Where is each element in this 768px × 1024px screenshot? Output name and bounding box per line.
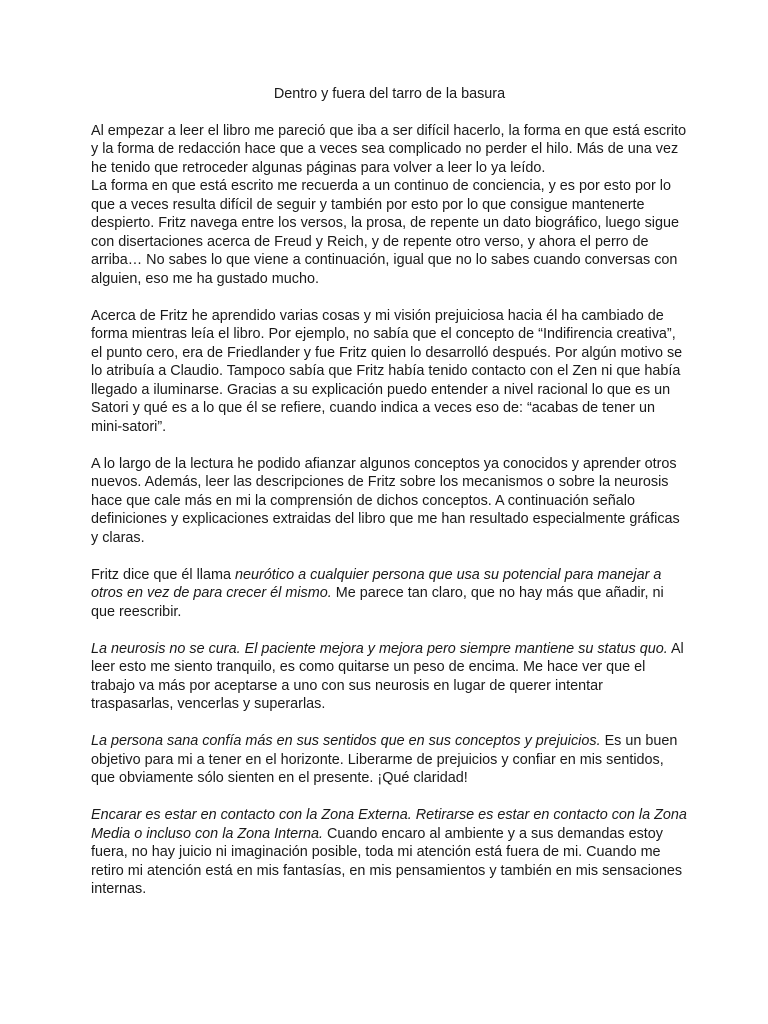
paragraph-3: A lo largo de la lectura he podido afianzar algunos conceptos ya conocidos y aprender otros nuevos. Además, leer las descripciones de Fritz sobre los mecanismos o sobre la neurosis hace que cale más en mi la comprensión de dichos conceptos. A continuación señalo definiciones y explicaciones extraidas del libro que me han resultado especialmente gráficas y claras. [91, 455, 680, 546]
paragraph-1-part-1: Al empezar a leer el libro me pareció que iba a ser difícil hacerlo, la forma en que está escrito y la forma de redacción hace que a veces sea complicado no perder el hilo. Más de una vez he tenido que retroceder algunas páginas para volver a leer lo ya leído. [91, 122, 687, 176]
paragraph-7 [91, 806, 688, 899]
paragraph-4-lead: Fritz dice que él llama [91, 566, 235, 583]
paragraph-7-tail: Cuando encaro al ambiente y a sus demandas estoy fuera, no hay juicio ni imaginación posible, toda mi atención está fuera de mi. Cuando me retiro mi atención está en mis fantasías, en mis pensamientos y también en mis sensaciones internas. [91, 825, 683, 897]
paragraph-7-quote: Encarar es estar en contacto con la Zona Externa. Retirarse es estar en contacto con la Zona Media o incluso con la Zona Interna. [91, 807, 687, 842]
paragraph-2: Acerca de Fritz he aprendido varias cosas y mi visión prejuiciosa hacia él ha cambiado de forma mientras leía el libro. Por ejemplo, no sabía que el concepto de “Indifirencia creativa”, el punto cero, era de Friedlander y fue Fritz quien lo desarrolló después. Por algún motivo se lo atribuía a Claudio. Tampoco sabía que Fritz había tenido contacto con el Zen ni que había llegado a iluminarse. Gracias a su explicación puedo entender a nivel racional lo que es un Satori y qué es a lo que él se refiere, cuando indica a veces eso de: “acabas de tener un mini-satori”. [91, 307, 683, 435]
paragraph-4-tail: Me parece tan claro, que no hay más que añadir, ni que reescribir. [91, 585, 664, 620]
paragraph-4 [91, 566, 688, 622]
paragraph-6-tail: Es un buen objetivo para mi a tener en el horizonte. Liberarme de prejuicios y confiar en mis sentidos, que obviamente sólo sienten en el presente. ¡Qué claridad! [91, 733, 678, 786]
paragraph-4-quote: neurótico a cualquier persona que usa su potencial para manejar a otros en vez de para crecer él mismo. [91, 566, 662, 601]
paragraph-5-quote: La neurosis no se cura. El paciente mejora y mejora pero siempre mantiene su status quo. [91, 640, 668, 657]
paragraph-6 [91, 732, 688, 788]
paragraph-1 [91, 122, 688, 289]
paragraph-1-part-2: La forma en que está escrito me recuerda a un continuo de conciencia, y es por esto por lo que a veces resulta difícil de seguir y también por esto por lo que consigue mantenerte despierto. Fritz navega entre los versos, la prosa, de repente un dato biográfico, luego sigue con disertaciones acerca de Freud y Reich, y de repente otro verso, y ahora el perro de arriba… No sabes lo que viene a continuación, igual que no lo sabes cuando conversas con alguien, eso me ha gustado mucho. [91, 178, 679, 287]
paragraph-5 [91, 640, 688, 714]
paragraph-6-quote: La persona sana confía más en sus sentidos que en sus conceptos y prejuicios. [91, 733, 601, 749]
paragraph-5-tail: Al leer esto me siento tranquilo, es como quitarse un peso de encima. Me hace ver que el trabajo va más por aceptarse a uno con sus neurosis en lugar de querer intentar traspasarlas, vencerlas y superarlas. [91, 640, 684, 712]
document-title: Dentro y fuera del tarro de la basura [273, 86, 506, 102]
